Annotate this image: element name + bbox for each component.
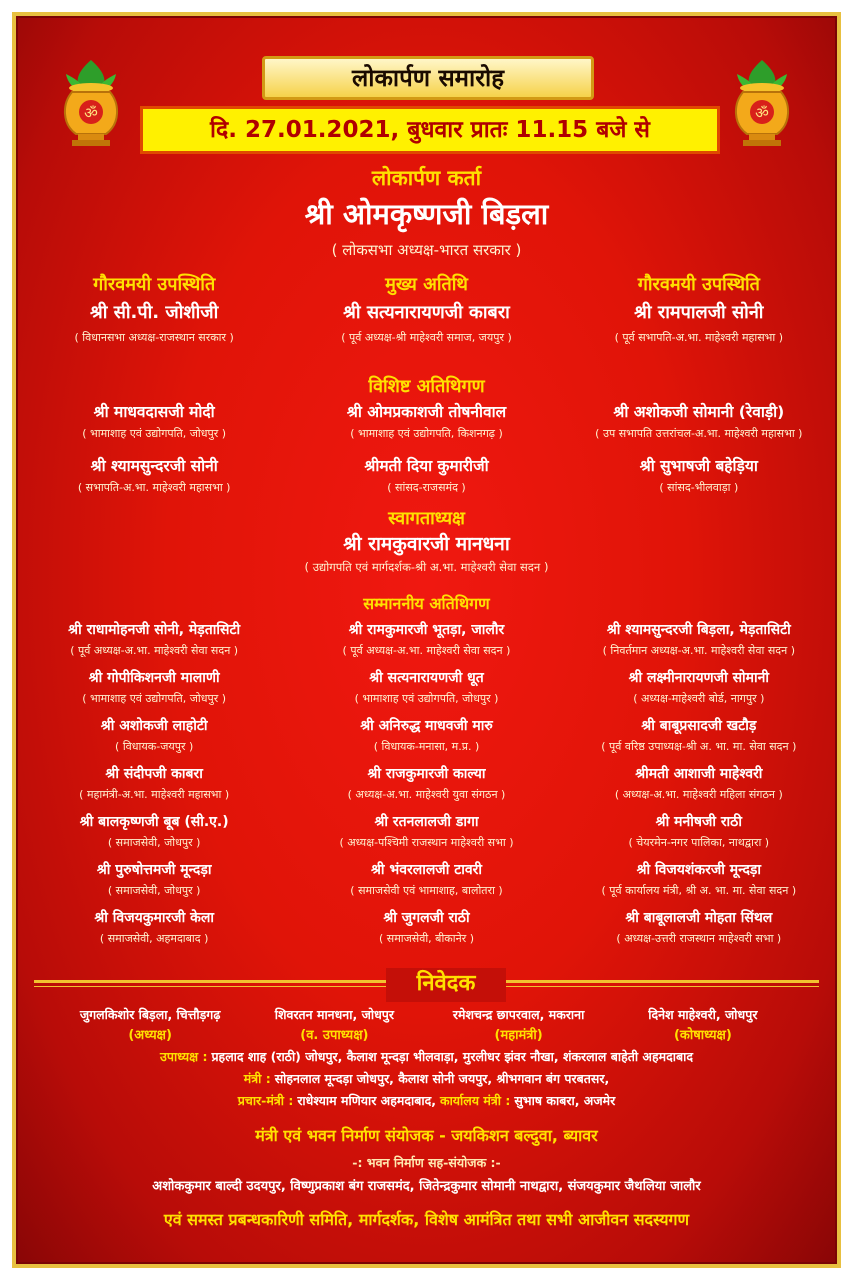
nivedak-officers — [18, 1006, 835, 1043]
nivedak-heading: निवेदक — [386, 968, 506, 1002]
guest-role: ( समाजसेवी, जोधपुर ) — [107, 836, 201, 849]
guest-role: ( अध्यक्ष-पश्चिमी राजस्थान माहेश्वरी सभा ) — [339, 836, 514, 849]
guest-name: श्री लक्ष्मीनारायणजी सोमानी — [628, 670, 770, 686]
guest-role: ( अध्यक्ष-अ.भा. माहेश्वरी युवा संगठन ) — [347, 788, 506, 801]
guest-name: श्री भंवरलालजी टावरी — [370, 862, 483, 878]
honoured-guests-heading: सम्माननीय अतिथिगण — [363, 594, 490, 613]
co-convener-heading: -: भवन निर्माण सह-संयोजक :- — [352, 1155, 501, 1170]
guest-name: श्री ओमप्रकाशजी तोषनीवाल — [346, 403, 507, 421]
guest-role: ( समाजसेवी, जोधपुर ) — [107, 884, 201, 897]
special-guests-heading: विशिष्ट अतिथिगण — [368, 376, 485, 397]
guest-role: ( विधायक-जयपुर ) — [115, 740, 194, 753]
guest-name: श्री राजकुमारजी काल्या — [367, 766, 486, 782]
prachar-label: प्रचार-मंत्री : — [237, 1093, 294, 1108]
special-guests-row — [18, 454, 835, 495]
guest-heading: मुख्य अतिथि — [385, 274, 468, 295]
guest-name: श्रीमती दिया कुमारीजी — [364, 457, 489, 475]
guest-role: ( विधायक-मनासा, म.प्र. ) — [373, 740, 480, 753]
guest-role: ( उप सभापति उत्तरांचल-अ.भा. माहेश्वरी महासभा ) — [595, 427, 803, 440]
svg-text:ॐ: ॐ — [84, 104, 98, 122]
inaugurator-role: ( लोकसभा अध्यक्ष-भारत सरकार ) — [331, 241, 522, 259]
closing-line: एवं समस्त प्रबन्धकारिणी समिति, मार्गदर्शक, विशेष आमंत्रित तथा सभी आजीवन सदस्यगण — [163, 1210, 690, 1229]
honoured-guests-row — [18, 620, 835, 658]
guest-role: ( अध्यक्ष-अ.भा. माहेश्वरी महिला संगठन ) — [614, 788, 783, 801]
event-title: लोकार्पण समारोह — [262, 56, 594, 100]
event-date: दि. 27.01.2021, बुधवार प्रातः 11.15 बजे से — [140, 106, 720, 154]
officer-name: रमेशचन्द्र छापरवाल, मकराना — [452, 1007, 585, 1022]
guest-role: ( भामाशाह एवं उद्योगपति, जोधपुर ) — [82, 427, 227, 440]
honoured-guests-row — [18, 860, 835, 898]
guest-name: श्री राधामोहनजी सोनी, मेड़तासिटी — [68, 622, 241, 638]
guest-role: ( निवर्तमान अध्यक्ष-अ.भा. माहेश्वरी सेवा सदन ) — [602, 644, 796, 657]
guest-name: श्री मनीषजी राठी — [655, 814, 742, 830]
top-guests — [18, 272, 835, 345]
karyalaya-label: कार्यालय मंत्री : — [439, 1093, 511, 1108]
kalash-om-icon — [56, 58, 126, 150]
guest-role: ( भामाशाह एवं उद्योगपति, किशनगढ़ ) — [350, 427, 503, 440]
reception-heading: स्वागताध्यक्ष — [388, 508, 465, 529]
guest-role: ( भामाशाह एवं उद्योगपति, जोधपुर ) — [354, 692, 499, 705]
karyalaya-value: सुभाष काबरा, अजमेर — [514, 1093, 616, 1108]
officer-name: दिनेश माहेश्वरी, जोधपुर — [648, 1007, 758, 1022]
co-convener-names: अशोककुमार बाल्दी उदयपुर, विष्णुप्रकाश बंग राजसमंद, जितेन्द्रकुमार सोमानी नाथद्वारा, संजयकुमार जैथलिया जालौर — [152, 1179, 701, 1194]
officer-post: (कोषाध्यक्ष) — [673, 1028, 732, 1043]
guest-name: श्री अशोकजी लाहोटी — [100, 718, 208, 734]
guest-role: ( समाजसेवी, बीकानेर ) — [378, 932, 474, 945]
mantri-line — [18, 1070, 835, 1087]
guest-role: ( पूर्व अध्यक्ष-अ.भा. माहेश्वरी सेवा सदन ) — [342, 644, 511, 657]
officer-name: जुगलकिशोर बिड़ला, चित्तौड़गढ़ — [79, 1007, 221, 1022]
poster-frame — [12, 12, 841, 1268]
reception-role: ( उद्योगपति एवं मार्गदर्शक-श्री अ.भा. माहेश्वरी सेवा सदन ) — [304, 560, 549, 574]
svg-text:ॐ: ॐ — [755, 104, 769, 122]
guest-name: श्री विजयकुमारजी केला — [94, 910, 214, 926]
guest-role: ( पूर्व वरिष्ठ उपाध्यक्ष-श्री अ. भा. मा. सेवा सदन ) — [601, 740, 797, 753]
guest-name: श्री गोपीकिशनजी मालाणी — [88, 670, 220, 686]
reception-name: श्री रामकुवारजी मानधना — [343, 533, 510, 555]
guest-role: ( सांसद-भीलवाड़ा ) — [659, 481, 739, 494]
guest-name: श्री सत्यनारायणजी काबरा — [343, 302, 510, 323]
guest-name: श्री श्यामसुन्दरजी बिड़ला, मेड़तासिटी — [606, 622, 791, 638]
poster-body — [16, 16, 837, 1264]
prachar-value: राधेश्याम मणियार अहमदाबाद, — [297, 1093, 436, 1108]
officer-post: (अध्यक्ष) — [128, 1028, 172, 1043]
guest-role: ( सांसद-राजसमंद ) — [387, 481, 466, 494]
guest-role: ( पूर्व अध्यक्ष-श्री माहेश्वरी समाज, जयपुर ) — [341, 331, 512, 344]
guest-role: ( समाजसेवी, अहमदाबाद ) — [99, 932, 209, 945]
guest-name: श्री पुरुषोत्तमजी मून्दड़ा — [96, 862, 212, 878]
vice-label: उपाध्यक्ष : — [160, 1049, 208, 1064]
guest-role: ( विधानसभा अध्यक्ष-राजस्थान सरकार ) — [74, 331, 234, 344]
mantri-label: मंत्री : — [243, 1071, 271, 1086]
vice-presidents-line — [18, 1048, 835, 1065]
special-guests-row — [18, 400, 835, 441]
guest-block — [18, 272, 290, 345]
guest-block — [290, 272, 562, 345]
prachar-line — [18, 1092, 835, 1109]
honoured-guests-row — [18, 812, 835, 850]
guest-name: श्री रामपालजी सोनी — [634, 302, 764, 323]
guest-block — [563, 272, 835, 345]
convener-line: मंत्री एवं भवन निर्माण संयोजक - जयकिशन बल्दुवा, ब्यावर — [255, 1126, 598, 1145]
guest-role: ( चेयरमेन-नगर पालिका, नाथद्वारा ) — [628, 836, 770, 849]
guest-role: ( महामंत्री-अ.भा. माहेश्वरी महासभा ) — [79, 788, 230, 801]
guest-name: श्री अनिरुद्ध माधवजी मारु — [360, 718, 493, 734]
guest-heading: गौरवमयी उपस्थिति — [637, 274, 760, 295]
guest-role: ( समाजसेवी एवं भामाशाह, बालोतरा ) — [350, 884, 503, 897]
guest-role: ( पूर्व कार्यालय मंत्री, श्री अ. भा. मा. सेवा सदन ) — [601, 884, 797, 897]
guest-name: श्री सी.पी. जोशीजी — [90, 302, 219, 323]
guest-name: श्री बालकृष्णजी बूब (सी.ए.) — [79, 814, 229, 830]
guest-role: ( अध्यक्ष-माहेश्वरी बोर्ड, नागपुर ) — [633, 692, 765, 705]
guest-role: ( पूर्व सभापति-अ.भा. माहेश्वरी महासभा ) — [614, 331, 784, 344]
guest-name: श्री रामकुमारजी भूतड़ा, जालौर — [348, 622, 505, 638]
guest-name: श्री जुगलजी राठी — [383, 910, 470, 926]
officer-post: (व. उपाध्यक्ष) — [300, 1028, 369, 1043]
honoured-guests-row — [18, 668, 835, 706]
guest-heading: गौरवमयी उपस्थिति — [93, 274, 216, 295]
guest-name: श्रीमती आशाजी माहेश्वरी — [635, 766, 763, 782]
guest-name: श्री बाबूलालजी मोहता सिंथल — [625, 910, 773, 926]
vice-value: प्रहलाद शाह (राठी) जोधपुर, कैलाश मून्दड़ा भीलवाड़ा, मुरलीधर झंवर नौखा, शंकरलाल बाहेती अहमदाबाद — [211, 1049, 693, 1064]
guest-name: श्री माधवदासजी मोदी — [93, 403, 215, 421]
honoured-guests-row — [18, 764, 835, 802]
guest-name: श्री सत्यनारायणजी धूत — [369, 670, 484, 686]
guest-name: श्री श्यामसुन्दरजी सोनी — [90, 457, 218, 475]
guest-role: ( अध्यक्ष-उत्तरी राजस्थान माहेश्वरी सभा ) — [616, 932, 782, 945]
officer-post: (महामंत्री) — [494, 1028, 543, 1043]
guest-role: ( सभापति-अ.भा. माहेश्वरी महासभा ) — [77, 481, 231, 494]
guest-name: श्री संदीपजी काबरा — [105, 766, 203, 782]
inaugurator-heading: लोकार्पण कर्ता — [371, 166, 482, 190]
honoured-guests-row — [18, 716, 835, 754]
guest-role: ( पूर्व अध्यक्ष-अ.भा. माहेश्वरी सेवा सदन ) — [70, 644, 239, 657]
guest-name: श्री बाबूप्रसादजी खटौड़ — [641, 718, 757, 734]
inaugurator-name: श्री ओमकृष्णजी बिड़ला — [304, 197, 549, 231]
guest-name: श्री अशोकजी सोमानी (रेवाड़ी) — [613, 403, 785, 421]
honoured-guests-row — [18, 908, 835, 946]
guest-name: श्री विजयशंकरजी मून्दड़ा — [636, 862, 762, 878]
guest-name: श्री रतनलालजी डागा — [374, 814, 479, 830]
guest-role: ( भामाशाह एवं उद्योगपति, जोधपुर ) — [82, 692, 227, 705]
guest-name: श्री सुभाषजी बहेड़िया — [639, 457, 758, 475]
officer-name: शिवरतन मानधना, जोधपुर — [274, 1007, 394, 1022]
kalash-om-icon — [727, 58, 797, 150]
mantri-value: सोहनलाल मून्दड़ा जोधपुर, कैलाश सोनी जयपुर, श्रीभगवान बंग परबतसर, — [274, 1071, 610, 1086]
